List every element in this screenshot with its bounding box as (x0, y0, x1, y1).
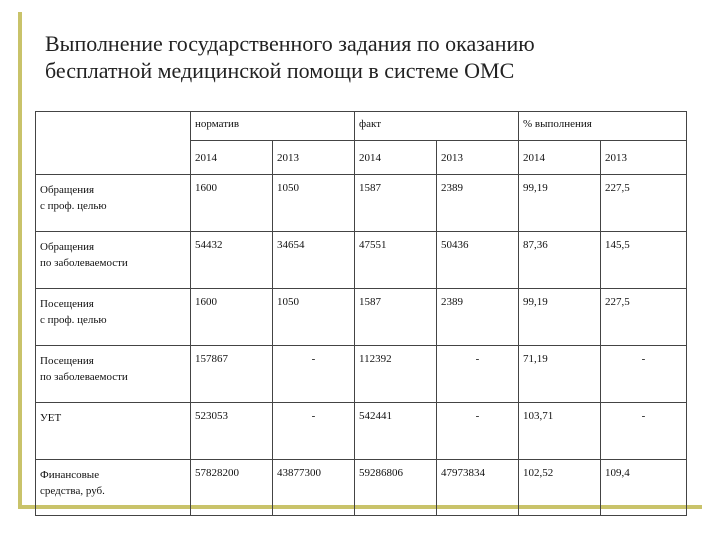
table-cell: 87,36 (519, 232, 601, 289)
row-label-line-1: Посещения (40, 298, 94, 310)
group-header-row (36, 112, 687, 141)
table-row (36, 346, 687, 403)
table-cell: 1050 (273, 289, 355, 346)
slide-title (45, 30, 695, 84)
row-label (36, 460, 191, 516)
table-cell: 112392 (355, 346, 437, 403)
table-cell: 1587 (355, 289, 437, 346)
year-header: 2014 (355, 141, 437, 175)
row-label-line-1: Обращения (40, 184, 95, 196)
table-cell: 50436 (437, 232, 519, 289)
table-cell: - (437, 346, 519, 403)
row-label-line-2: по заболеваемости (40, 257, 128, 269)
row-label (36, 346, 191, 403)
table-cell: 227,5 (601, 175, 687, 232)
table-cell: 99,19 (519, 175, 601, 232)
table-cell: 2389 (437, 175, 519, 232)
group-header-fact: факт (355, 112, 519, 141)
table-cell: 1587 (355, 175, 437, 232)
table-cell: 54432 (191, 232, 273, 289)
row-label (36, 403, 191, 460)
title-line-1: Выполнение государственного задания по оказанию (45, 31, 535, 56)
table-cell: - (273, 403, 355, 460)
table-row (36, 232, 687, 289)
year-header: 2014 (191, 141, 273, 175)
table-cell: 145,5 (601, 232, 687, 289)
row-label-line-1: УЕТ (40, 412, 62, 424)
table-cell: 1600 (191, 289, 273, 346)
table-cell: 109,4 (601, 460, 687, 516)
row-label-line-2: по заболеваемости (40, 371, 128, 383)
table-cell: 227,5 (601, 289, 687, 346)
row-label (36, 232, 191, 289)
row-label-line-2: с проф. целью (40, 314, 107, 326)
row-label-line-2: с проф. целью (40, 200, 107, 212)
row-label (36, 289, 191, 346)
table-cell: 2389 (437, 289, 519, 346)
table-cell: 57828200 (191, 460, 273, 516)
year-header: 2013 (273, 141, 355, 175)
table-cell: - (601, 346, 687, 403)
state-assignment-table (35, 111, 687, 516)
slide-accent-vertical-line (18, 12, 22, 505)
table-cell: - (273, 346, 355, 403)
table-cell: 43877300 (273, 460, 355, 516)
table-cell: 523053 (191, 403, 273, 460)
row-label-line-1: Обращения (40, 241, 95, 253)
table-cell: 34654 (273, 232, 355, 289)
table-cell: 542441 (355, 403, 437, 460)
table-row (36, 460, 687, 516)
table-cell: 47973834 (437, 460, 519, 516)
row-label-line-2: средства, руб. (40, 485, 105, 497)
table-cell: - (601, 403, 687, 460)
table-cell: 47551 (355, 232, 437, 289)
year-header: 2014 (519, 141, 601, 175)
table-cell: 102,52 (519, 460, 601, 516)
table-cell: 59286806 (355, 460, 437, 516)
table-cell: 1050 (273, 175, 355, 232)
row-label-line-1: Финансовые (40, 469, 100, 481)
table-row (36, 289, 687, 346)
row-label (36, 175, 191, 232)
table-cell: - (437, 403, 519, 460)
corner-cell (36, 112, 191, 175)
title-line-2: бесплатной медицинской помощи в системе ОМС (45, 58, 515, 83)
row-label-line-1: Посещения (40, 355, 94, 367)
table-cell: 103,71 (519, 403, 601, 460)
table-row (36, 175, 687, 232)
table-cell: 1600 (191, 175, 273, 232)
table-cell: 71,19 (519, 346, 601, 403)
table-cell: 157867 (191, 346, 273, 403)
table-row (36, 403, 687, 460)
group-header-percent: % выполнения (519, 112, 687, 141)
table-cell: 99,19 (519, 289, 601, 346)
group-header-normative: норматив (191, 112, 355, 141)
year-header: 2013 (601, 141, 687, 175)
year-header: 2013 (437, 141, 519, 175)
